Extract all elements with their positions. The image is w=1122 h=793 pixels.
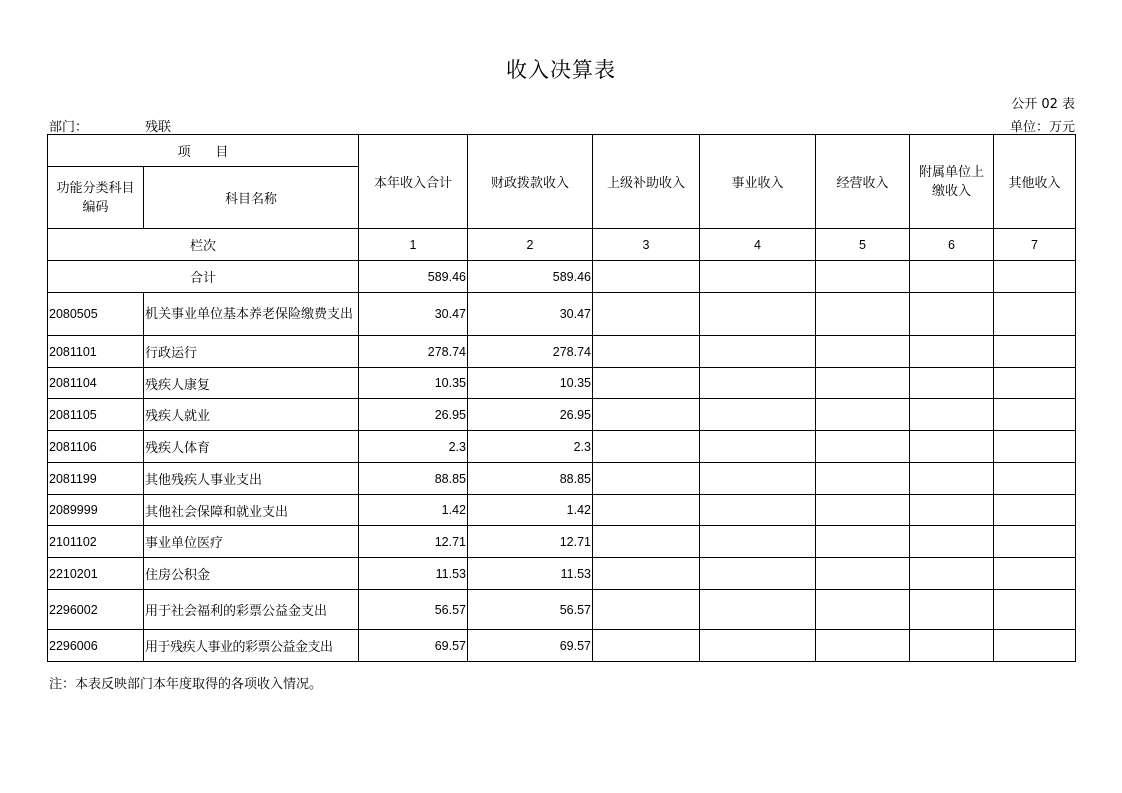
column-index-label: 栏次 [48,229,359,261]
header-project: 项 目 [48,135,359,167]
empty-cell [910,368,994,399]
empty-cell [593,590,700,630]
table-row [48,630,1076,662]
empty-cell [816,336,910,368]
empty-cell [700,630,816,662]
header-func-code: 功能分类科目编码 [48,167,144,229]
empty-cell [994,590,1076,630]
total-income-value: 589.46 [359,261,468,293]
empty-cell [593,261,700,293]
empty-cell [700,590,816,630]
column-index: 4 [700,229,816,261]
empty-cell [593,293,700,336]
empty-cell [816,261,910,293]
row-name: 残疾人体育 [144,431,359,463]
page-title: 收入决算表 [506,58,616,82]
header-fiscal-appropriation: 财政拨款收入 [468,135,593,229]
row-total: 12.71 [359,526,468,558]
table-row [48,293,1076,336]
empty-cell [700,293,816,336]
row-fiscal: 69.57 [468,630,593,662]
empty-cell [910,399,994,431]
header-operating-income: 经营收入 [816,135,910,229]
row-code: 2081101 [48,336,144,368]
empty-cell [910,431,994,463]
row-code: 2080505 [48,293,144,336]
total-fiscal-value: 589.46 [468,261,593,293]
empty-cell [910,336,994,368]
empty-cell [816,431,910,463]
row-code: 2081104 [48,368,144,399]
empty-cell [816,368,910,399]
empty-cell [593,336,700,368]
empty-cell [700,463,816,495]
empty-cell [910,526,994,558]
row-fiscal: 12.71 [468,526,593,558]
empty-cell [700,399,816,431]
empty-cell [593,431,700,463]
header-superior-subsidy: 上级补助收入 [593,135,700,229]
row-name: 其他残疾人事业支出 [144,463,359,495]
row-name: 住房公积金 [144,558,359,590]
empty-cell [816,590,910,630]
row-code: 2101102 [48,526,144,558]
empty-cell [994,495,1076,526]
row-code: 2081105 [48,399,144,431]
empty-cell [994,293,1076,336]
empty-cell [816,495,910,526]
row-total: 11.53 [359,558,468,590]
row-code: 2210201 [48,558,144,590]
header-affiliated-income: 附属单位上缴收入 [910,135,994,229]
empty-cell [700,261,816,293]
row-fiscal: 26.95 [468,399,593,431]
empty-cell [816,399,910,431]
header-other-income: 其他收入 [994,135,1076,229]
row-name: 其他社会保障和就业支出 [144,495,359,526]
row-fiscal: 10.35 [468,368,593,399]
empty-cell [593,368,700,399]
row-name: 用于社会福利的彩票公益金支出 [144,590,359,630]
total-row [48,261,1076,293]
empty-cell [593,463,700,495]
row-total: 69.57 [359,630,468,662]
table-row [48,463,1076,495]
department-label: 部门： [49,120,89,135]
row-name: 用于残疾人事业的彩票公益金支出 [144,630,359,662]
empty-cell [910,463,994,495]
table-row [48,399,1076,431]
empty-cell [700,368,816,399]
empty-cell [994,526,1076,558]
row-total: 10.35 [359,368,468,399]
empty-cell [994,399,1076,431]
empty-cell [910,630,994,662]
table-row [48,558,1076,590]
empty-cell [994,558,1076,590]
table-row [48,590,1076,630]
row-total: 1.42 [359,495,468,526]
form-number: 公开 02 表 [1011,97,1075,112]
unit-label: 单位：万元 [1009,120,1075,135]
empty-cell [816,558,910,590]
column-index: 5 [816,229,910,261]
table-row [48,336,1076,368]
empty-cell [593,630,700,662]
empty-cell [700,495,816,526]
empty-cell [910,495,994,526]
row-name: 残疾人就业 [144,399,359,431]
row-total: 88.85 [359,463,468,495]
row-code: 2089999 [48,495,144,526]
row-total: 278.74 [359,336,468,368]
table-row [48,495,1076,526]
empty-cell [994,368,1076,399]
row-code: 2296002 [48,590,144,630]
row-total: 2.3 [359,431,468,463]
empty-cell [593,558,700,590]
row-fiscal: 56.57 [468,590,593,630]
row-fiscal: 88.85 [468,463,593,495]
empty-cell [994,630,1076,662]
row-code: 2081106 [48,431,144,463]
row-total: 26.95 [359,399,468,431]
department-value: 残联 [145,120,172,135]
header-total-income: 本年收入合计 [359,135,468,229]
row-fiscal: 11.53 [468,558,593,590]
table-row [48,431,1076,463]
column-index: 7 [994,229,1076,261]
empty-cell [816,293,910,336]
empty-cell [994,431,1076,463]
empty-cell [994,261,1076,293]
column-index: 3 [593,229,700,261]
empty-cell [700,336,816,368]
empty-cell [593,495,700,526]
row-fiscal: 278.74 [468,336,593,368]
row-code: 2296006 [48,630,144,662]
row-fiscal: 2.3 [468,431,593,463]
header-business-income: 事业收入 [700,135,816,229]
row-name: 机关事业单位基本养老保险缴费支出 [144,293,359,336]
row-fiscal: 30.47 [468,293,593,336]
table-row [48,526,1076,558]
column-index: 6 [910,229,994,261]
empty-cell [816,463,910,495]
row-name: 行政运行 [144,336,359,368]
column-index: 1 [359,229,468,261]
empty-cell [700,526,816,558]
row-total: 30.47 [359,293,468,336]
empty-cell [593,526,700,558]
table-row [48,368,1076,399]
empty-cell [816,526,910,558]
footnote: 注：本表反映部门本年度取得的各项收入情况。 [49,677,323,692]
empty-cell [994,463,1076,495]
empty-cell [910,293,994,336]
empty-cell [910,558,994,590]
empty-cell [593,399,700,431]
row-total: 56.57 [359,590,468,630]
income-table [47,134,1076,662]
total-label: 合计 [48,261,359,293]
empty-cell [816,630,910,662]
empty-cell [700,431,816,463]
empty-cell [700,558,816,590]
empty-cell [994,336,1076,368]
row-name: 事业单位医疗 [144,526,359,558]
empty-cell [910,261,994,293]
empty-cell [910,590,994,630]
row-fiscal: 1.42 [468,495,593,526]
header-subject-name: 科目名称 [144,167,359,229]
row-code: 2081199 [48,463,144,495]
row-name: 残疾人康复 [144,368,359,399]
column-index: 2 [468,229,593,261]
